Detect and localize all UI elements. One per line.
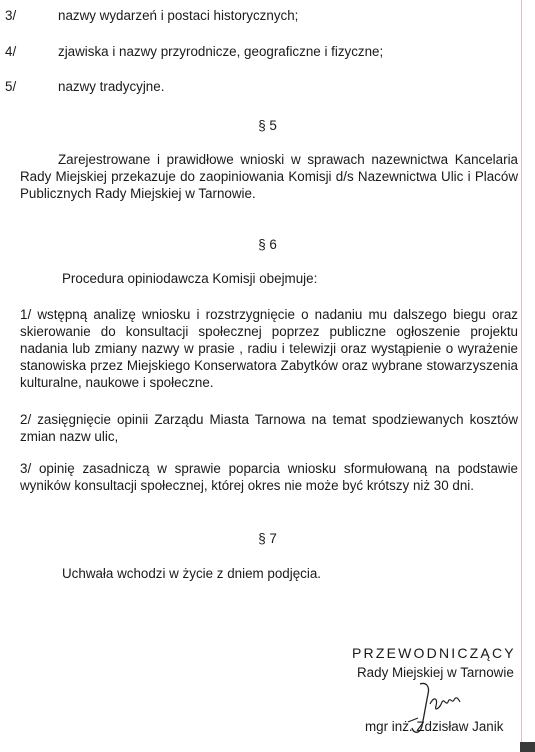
signature-body: Rady Miejskiej w Tarnowie: [357, 665, 514, 680]
section-6-intro: Procedura opiniodawcza Komisji obejmuje:: [62, 271, 318, 286]
list-text: zjawiska i nazwy przyrodnicze, geograficzne i fizyczne;: [58, 44, 384, 59]
section-6-point-1: 1/ wstępną analizę wniosku i rozstrzygnięcie o nadaniu mu dalszego biegu oraz skierowanie do konsultacji społecznej poprzez publiczne ogłoszenie projektu nadania lub zmiany nazwy w prasie , radiu i telewizji oraz wystąpienie o wyrażenie stanowiska przez Miejskiego Konserwatora Zabytków oraz wybrane stowarzyszenia kulturalne, naukowe i społeczne.: [20, 307, 518, 390]
section-7-text: Uchwała wchodzi w życie z dniem podjęcia.: [62, 566, 321, 581]
section-heading-5: § 5: [258, 118, 277, 133]
section-5-paragraph: Zarejestrowane i prawidłowe wnioski w sprawach nazewnictwa Kancelaria Rady Miejskiej przekazuje do zaopiniowania Komisji d/s Nazewnictwa Ulic i Placów Publicznych Rady Miejskiej w Tarnowie.: [20, 152, 518, 201]
list-number: 4/: [5, 44, 17, 59]
section-heading-7: § 7: [258, 531, 277, 546]
section-heading-6: § 6: [258, 237, 277, 252]
list-text: nazwy tradycyjne.: [58, 79, 165, 94]
list-number: 5/: [5, 79, 17, 94]
page-margin-line: [521, 0, 522, 752]
section-6-point-3: 3/ opinię zasadniczą w sprawie poparcia wniosku sformułowaną na podstawie wyników konsultacji społecznej, której okres nie może być krótszy niż 30 dni.: [20, 461, 518, 493]
section-6-point-2: 2/ zasięgnięcie opinii Zarządu Miasta Tarnowa na temat spodziewanych kosztów zmian nazw ulic,: [20, 412, 518, 444]
list-text: nazwy wydarzeń i postaci historycznych;: [58, 8, 299, 23]
scan-edge: [520, 742, 535, 752]
list-number: 3/: [5, 8, 17, 23]
signature-title: PRZEWODNICZĄCY: [352, 645, 516, 661]
signatory-name: mgr inż. Zdzisław Janik: [365, 719, 504, 734]
